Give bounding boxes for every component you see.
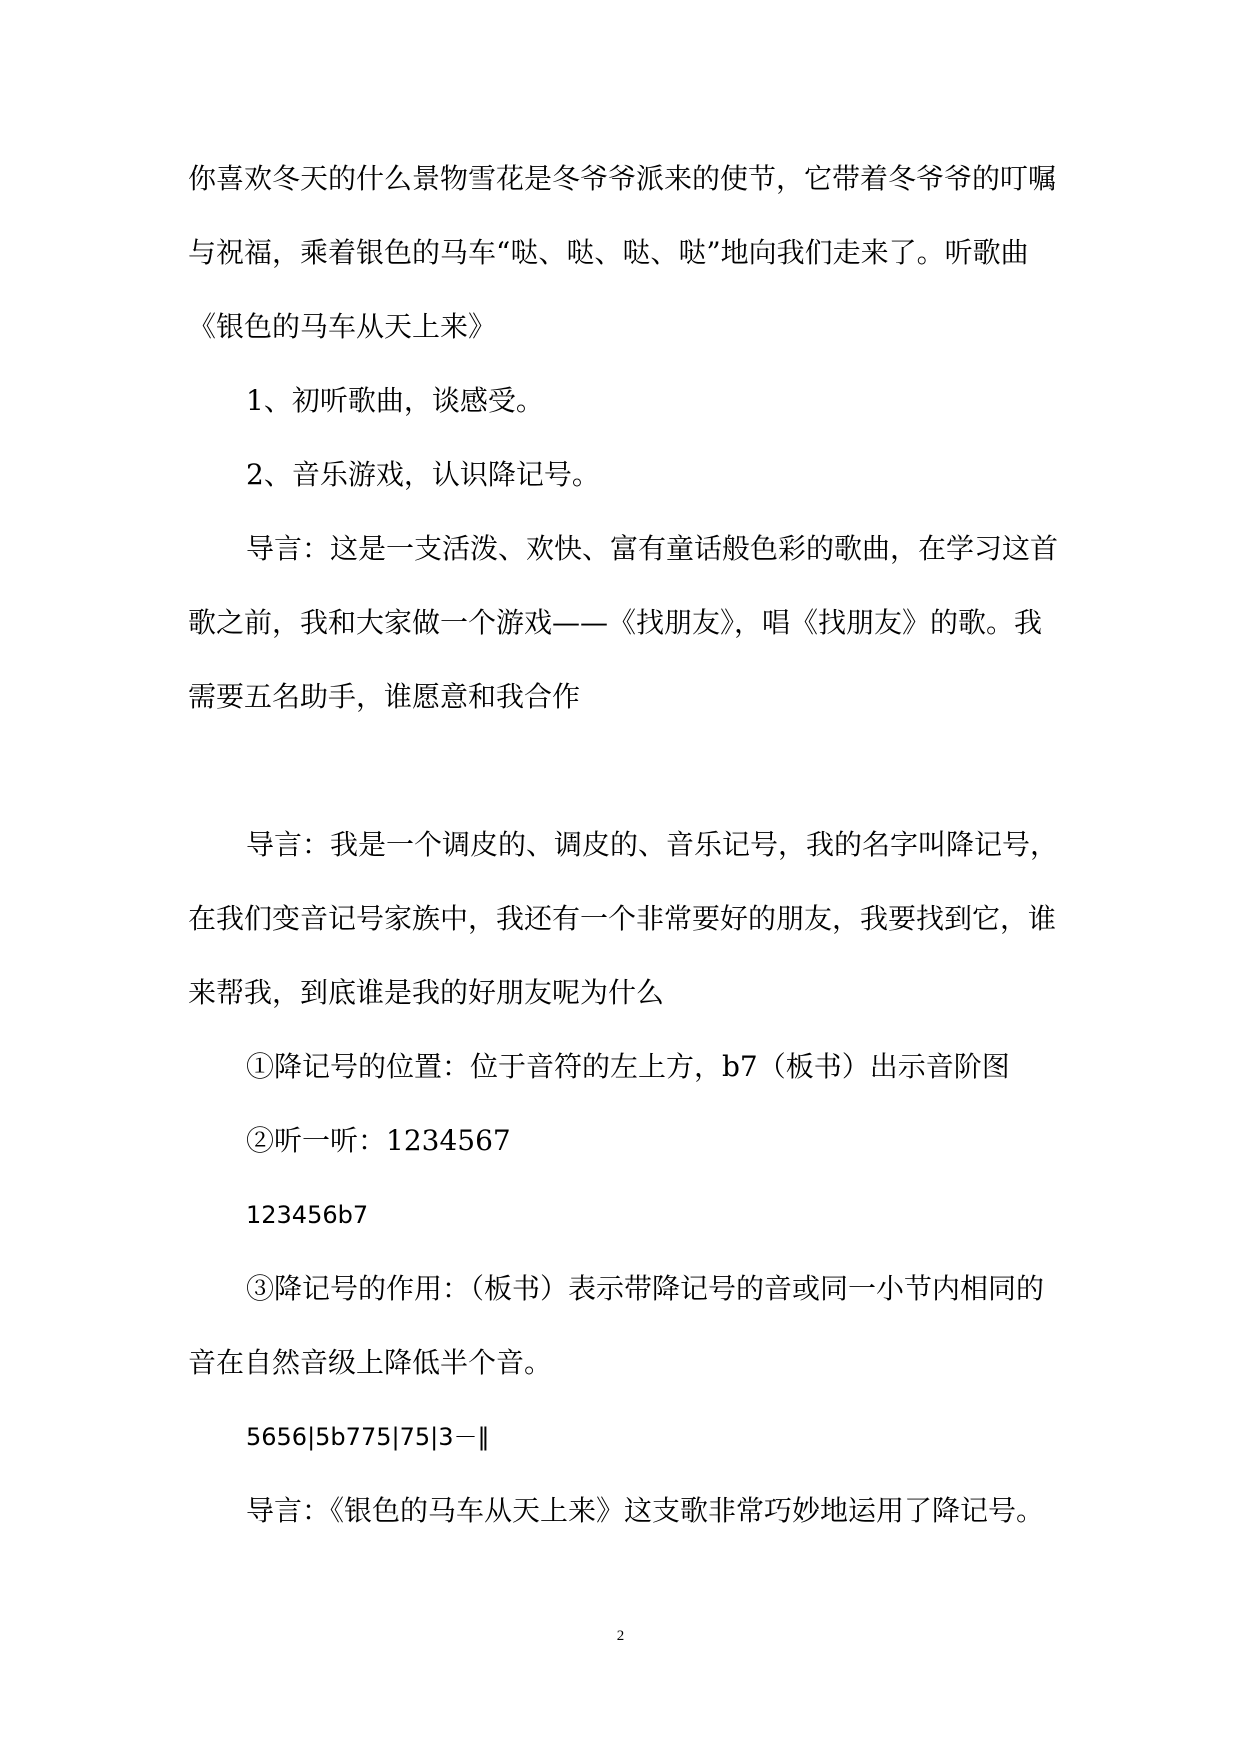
paragraph-notation: 5656|5b775|75|3－‖ xyxy=(246,1423,490,1451)
paragraph-point-2: ②听一听：1234567 xyxy=(246,1124,511,1157)
document-body xyxy=(188,142,1064,1548)
paragraph-guide-1: 导言：这是一支活泼、欢快、富有童话般色彩的歌曲，在学习这首歌之前，我和大家做一个游戏——《找朋友》，唱《找朋友》的歌。我需要五名助手，谁愿意和我合作 xyxy=(188,532,1059,713)
paragraph-step-2: 2、音乐游戏，认识降记号。 xyxy=(246,458,600,491)
paragraph-point-1: ①降记号的位置：位于音符的左上方，b7（板书）出示音阶图 xyxy=(246,1050,1010,1083)
paragraph-gap xyxy=(188,734,1064,808)
paragraph-intro: 你喜欢冬天的什么景物雪花是冬爷爷派来的使节，它带着冬爷爷的叮嘱与祝福，乘着银色的马车“哒、哒、哒、哒”地向我们走来了。听歌曲《银色的马车从天上来》 xyxy=(188,162,1057,343)
page-number: 2 xyxy=(616,1628,625,1644)
paragraph-scale: 123456b7 xyxy=(246,1201,369,1229)
paragraph-guide-3: 导言：《银色的马车从天上来》这支歌非常巧妙地运用了降记号。 xyxy=(246,1494,1045,1527)
paragraph-step-1: 1、初听歌曲，谈感受。 xyxy=(246,384,544,417)
paragraph-guide-2: 导言：我是一个调皮的、调皮的、音乐记号，我的名字叫降记号，在我们变音记号家族中，我还有一个非常要好的朋友，我要找到它，谁来帮我，到底谁是我的好朋友呢为什么 xyxy=(188,828,1059,1009)
paragraph-point-3: ③降记号的作用：（板书）表示带降记号的音或同一小节内相同的音在自然音级上降低半个音。 xyxy=(188,1272,1045,1379)
